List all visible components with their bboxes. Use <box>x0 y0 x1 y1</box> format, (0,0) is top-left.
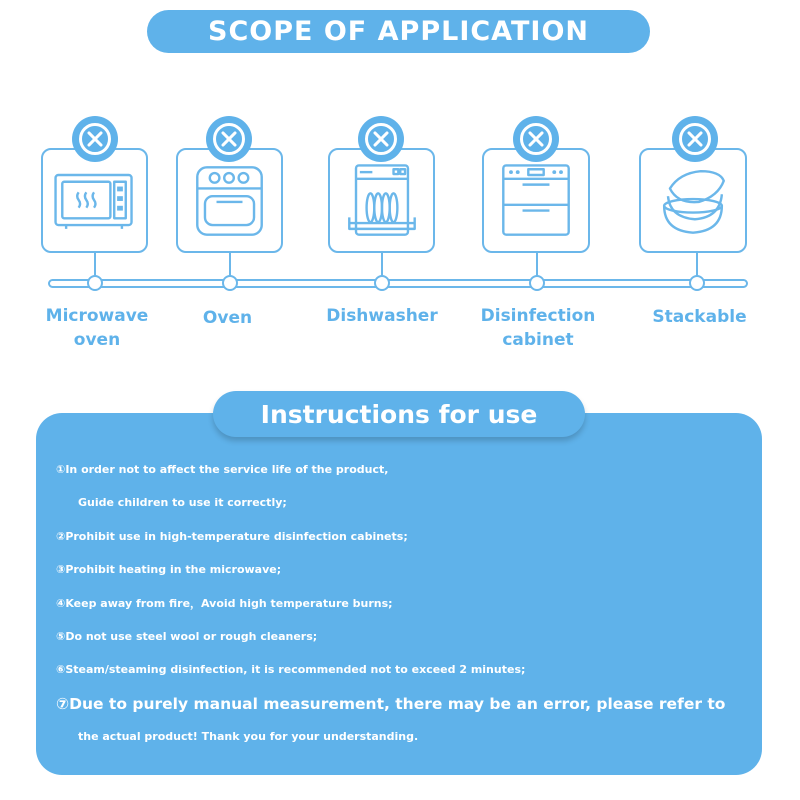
instruction-line: ⑦Due to purely manual measurement, there may be an error, please refer to <box>56 694 726 713</box>
stacked-bowls-icon <box>641 150 745 251</box>
prohibited-x-icon <box>672 116 718 162</box>
label-stackable: Stackable <box>652 307 747 327</box>
prohibited-x-icon <box>206 116 252 162</box>
microwave-icon <box>43 150 146 251</box>
instructions-title: Instructions for use <box>213 391 585 437</box>
label-disinfection-cabinet: Disinfection cabinet <box>480 306 596 350</box>
prohibited-x-icon <box>358 116 404 162</box>
instructions-list <box>56 455 725 756</box>
application-card-dishwasher <box>328 148 435 253</box>
prohibited-x-icon <box>513 116 559 162</box>
scope-banner <box>147 10 650 53</box>
application-card-stackable <box>639 148 747 253</box>
application-card-microwave <box>41 148 148 253</box>
timeline-dot <box>529 275 545 291</box>
scope-title: SCOPE OF APPLICATION <box>208 16 589 47</box>
timeline-dot <box>689 275 705 291</box>
instruction-line: ②Prohibit use in high-temperature disinfection cabinets; <box>56 529 408 543</box>
timeline-dot <box>87 275 103 291</box>
instruction-line: ⑤Do not use steel wool or rough cleaners; <box>56 629 318 643</box>
instruction-line: the actual product! Thank you for your understanding. <box>78 730 419 744</box>
application-card-disinfection-cabinet <box>482 148 590 253</box>
dishwasher-icon <box>330 150 433 251</box>
prohibited-x-icon <box>72 116 118 162</box>
disinfection-cabinet-icon <box>484 150 588 251</box>
label-dishwasher: Dishwasher <box>326 306 438 326</box>
application-card-oven <box>176 148 283 253</box>
timeline-dot <box>374 275 390 291</box>
oven-icon <box>178 150 281 251</box>
instruction-line: ④Keep away from fire，Avoid high temperature burns; <box>56 596 393 610</box>
instruction-line: Guide children to use it correctly; <box>78 496 287 510</box>
label-oven: Oven <box>202 308 253 328</box>
instruction-line: ⑥Steam/steaming disinfection, it is recommended not to exceed 2 minutes; <box>56 663 526 677</box>
label-microwave-oven: Microwave oven <box>45 306 149 350</box>
instruction-line: ①In order not to affect the service life of the product, <box>56 463 389 476</box>
instruction-line: ③Prohibit heating in the microwave; <box>56 563 282 577</box>
timeline-dot <box>222 275 238 291</box>
timeline-bar <box>48 279 748 288</box>
